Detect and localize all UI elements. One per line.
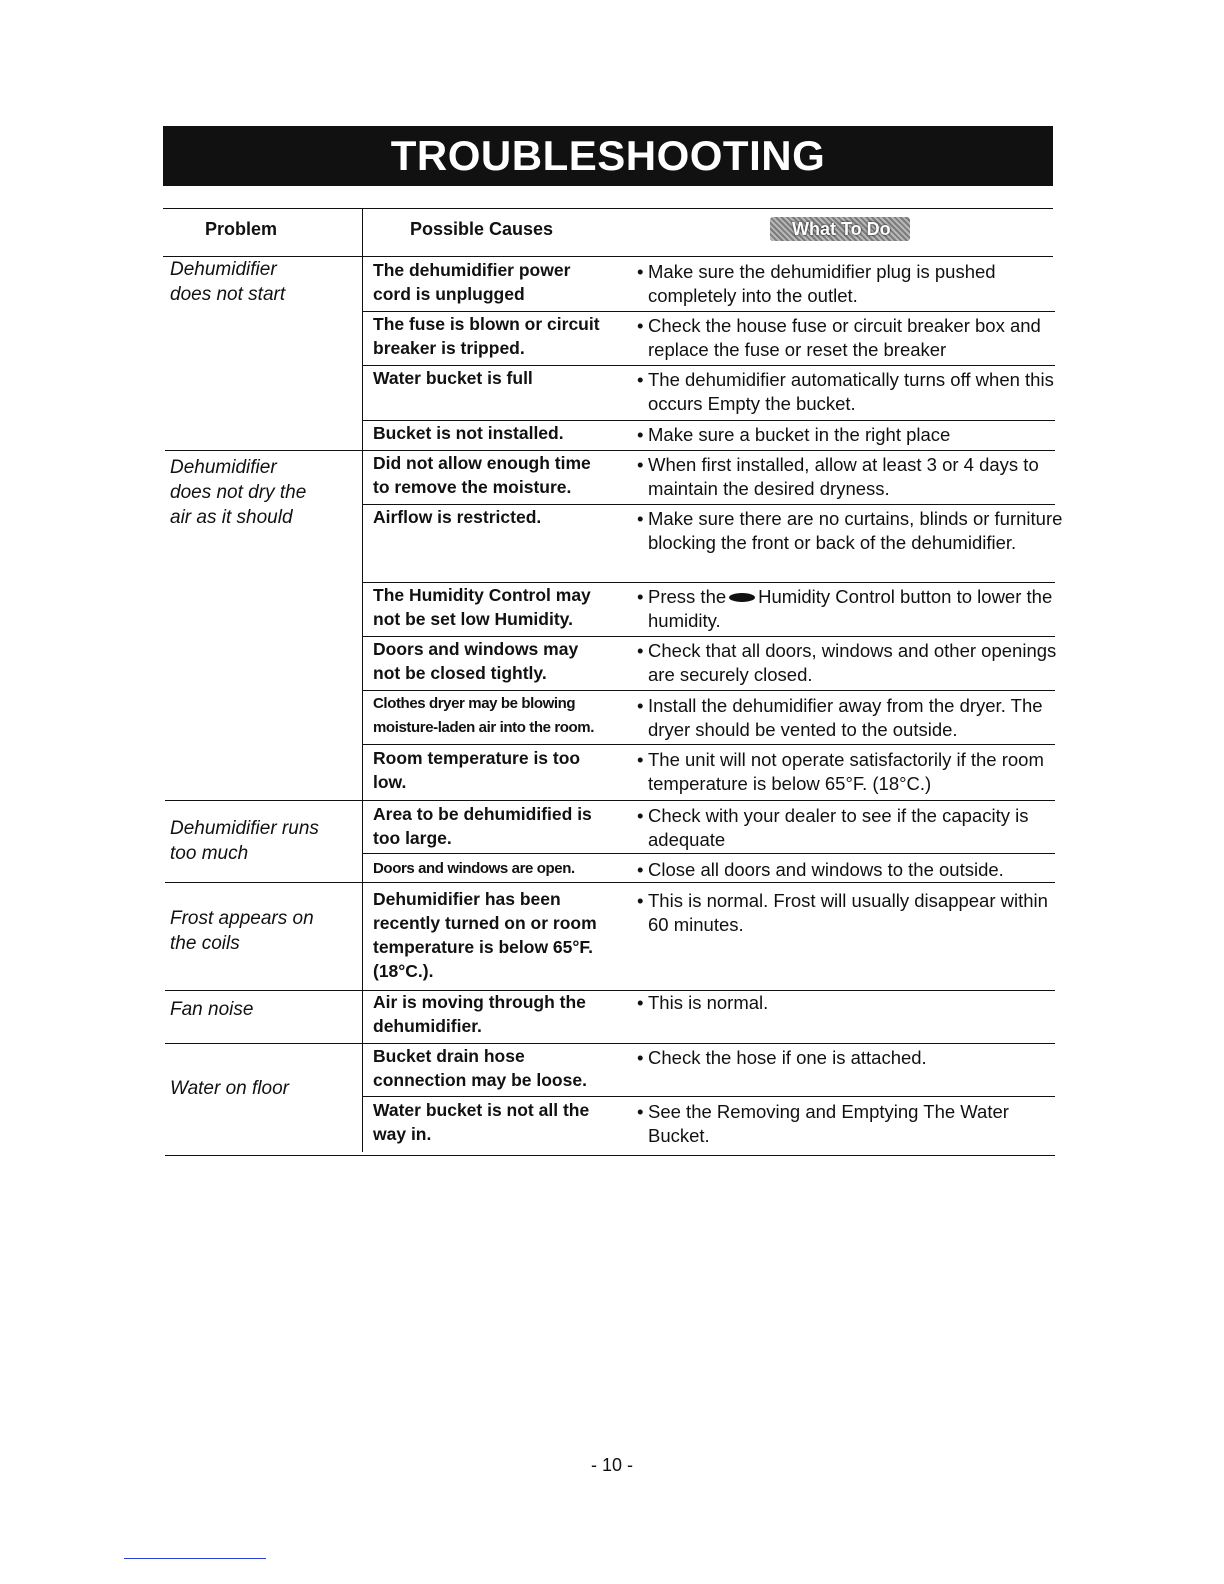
problem-label: Frost appears on the coils <box>170 908 314 954</box>
cause-text: The dehumidifier power cord is unplugged <box>373 260 571 304</box>
todo-text: • See the Removing and Emptying The Water Bucket. <box>637 1101 1009 1146</box>
problem-label: Dehumidifier does not start <box>170 259 286 305</box>
page-title: TROUBLESHOOTING <box>390 132 826 179</box>
cause-text: Water bucket is full <box>373 368 533 388</box>
cause-text: Water bucket is not all the way in. <box>373 1100 590 1144</box>
problem-label: Fan noise <box>170 999 254 1020</box>
cause-text: Did not allow enough time to remove the moisture. <box>373 453 591 497</box>
problem-label: Dehumidifier does not dry the air as it should <box>170 457 307 528</box>
todo-text: • When first installed, allow at least 3 or 4 days to maintain the desired dryness. <box>637 454 1039 499</box>
todo-text: • Install the dehumidifier away from the dryer. The dryer should be vented to the outside. <box>637 695 1043 740</box>
todo-text: • Close all doors and windows to the outside. <box>637 859 1004 880</box>
column-divider <box>362 208 363 1152</box>
title-banner <box>163 126 1053 186</box>
todo-text: • Make sure there are no curtains, blinds or furniture blocking the front or back of the dehumidifier. <box>637 508 1063 553</box>
cause-text: Room temperature is too low. <box>373 748 581 792</box>
todo-text: • The unit will not operate satisfactorily if the room temperature is below 65°F. (18°C.) <box>637 749 1044 794</box>
todo-text: • Press the Humidity Control button to lower the humidity. <box>637 586 1053 631</box>
cause-text: Bucket is not installed. <box>373 423 564 443</box>
todo-text: • This is normal. <box>637 992 769 1013</box>
todo-text: • The dehumidifier automatically turns off when this occurs Empty the bucket. <box>637 369 1054 414</box>
todo-text: • Check with your dealer to see if the capacity is adequate <box>637 805 1029 850</box>
cause-text: Doors and windows may not be closed tightly. <box>373 639 579 683</box>
cause-text: Air is moving through the dehumidifier. <box>373 992 586 1036</box>
group-rule <box>165 882 1055 883</box>
todo-text: • This is normal. Frost will usually disappear within 60 minutes. <box>637 890 1048 935</box>
page-number: - 10 - <box>590 1455 633 1475</box>
cause-text: Doors and windows are open. <box>373 860 575 877</box>
humidity-control-icon <box>729 593 755 602</box>
todo-text: • Check the house fuse or circuit breaker box and replace the fuse or reset the breaker <box>637 315 1041 360</box>
cause-text: Clothes dryer may be blowing moisture-laden air into the room. <box>373 695 594 736</box>
cause-text: Bucket drain hose connection may be loose. <box>373 1046 587 1090</box>
table-bottom-rule <box>165 1155 1055 1156</box>
cause-text: Airflow is restricted. <box>373 507 542 527</box>
cause-text: The fuse is blown or circuit breaker is tripped. <box>373 314 600 358</box>
row-rule <box>362 853 1055 854</box>
cause-text: Dehumidifier has been recently turned on or room temperature is below 65°F. (18°C.). <box>373 889 597 981</box>
cause-text: The Humidity Control may not be set low Humidity. <box>373 585 591 629</box>
row-rule <box>362 744 1055 745</box>
group-rule <box>165 800 1055 801</box>
problem-label: Water on floor <box>170 1078 289 1099</box>
header-causes: Possible Causes <box>410 219 554 239</box>
header-todo: What To Do <box>792 219 891 239</box>
todo-text: • Check that all doors, windows and other openings are securely closed. <box>637 640 1057 685</box>
row-rule <box>362 1096 1055 1097</box>
todo-text: • Make sure a bucket in the right place <box>637 424 951 445</box>
row-rule <box>362 690 1055 691</box>
problem-label: Dehumidifier runs too much <box>170 818 319 864</box>
header-top-rule <box>163 208 1053 209</box>
footer-rule <box>124 1558 266 1559</box>
cause-text: Area to be dehumidified is too large. <box>373 804 592 848</box>
header-problem: Problem <box>205 219 278 239</box>
todo-text: • Check the hose if one is attached. <box>637 1047 927 1068</box>
todo-text: • Make sure the dehumidifier plug is pushed completely into the outlet. <box>637 261 996 306</box>
